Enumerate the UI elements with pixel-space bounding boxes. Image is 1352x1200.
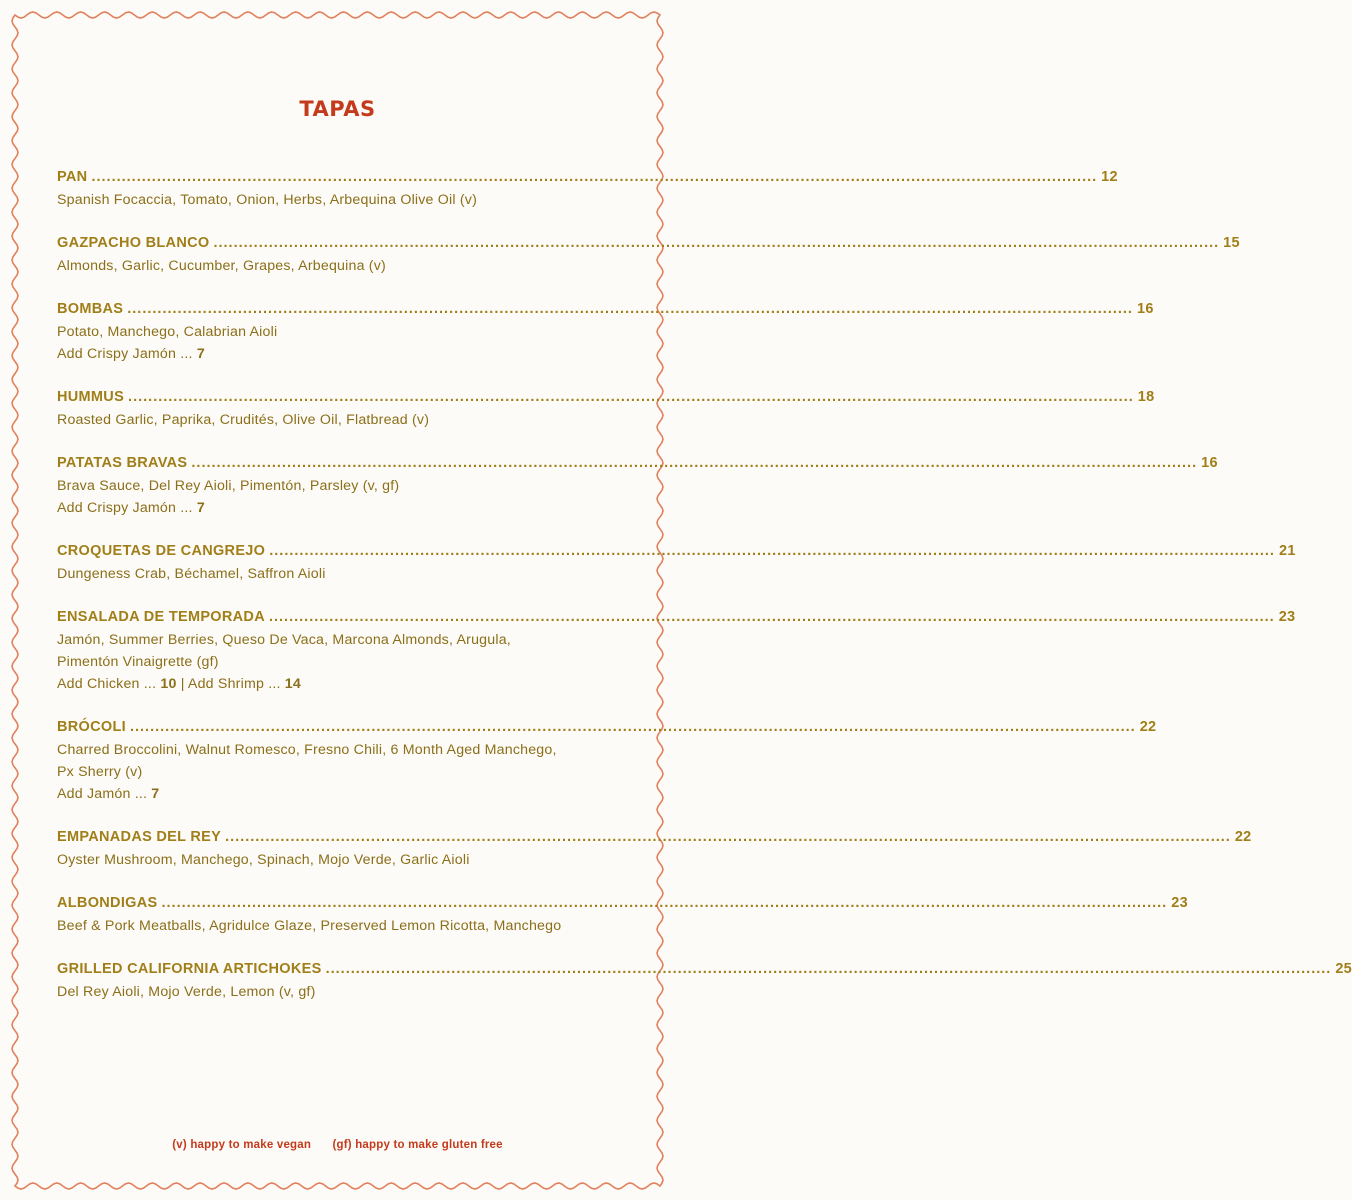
dot-leader: ........................................................................................................................................................................................................ (91, 169, 1098, 185)
item-price: 12 (1101, 169, 1118, 185)
addon-label: Add Chicken ... (57, 676, 161, 692)
item-name: ENSALADA DE TEMPORADA (57, 609, 265, 625)
menu-item (57, 827, 1252, 871)
item-name: GAZPACHO BLANCO (57, 235, 210, 251)
item-price: 16 (1201, 455, 1218, 471)
item-description: Beef & Pork Meatballs, Agridulce Glaze, Preserved Lemon Ricotta, Manchego (57, 918, 562, 934)
menu-item (57, 607, 1296, 695)
menu-item (57, 387, 1155, 431)
menu-item (57, 299, 1154, 365)
item-description: Dungeness Crab, Béchamel, Saffron Aioli (57, 566, 326, 582)
item-description: Almonds, Garlic, Cucumber, Grapes, Arbequina (v) (57, 258, 386, 274)
item-description: Brava Sauce, Del Rey Aioli, Pimentón, Parsley (v, gf) (57, 478, 400, 494)
menu-list (57, 167, 1352, 1025)
addon-price: 7 (196, 500, 205, 516)
item-name: ALBONDIGAS (57, 895, 158, 911)
addon-label: Add Crispy Jamón ... (57, 500, 197, 516)
gluten-free-note: (gf) happy to make gluten free (332, 1139, 503, 1151)
item-name: PAN (57, 169, 88, 185)
addon-price: 7 (196, 346, 205, 362)
item-price: 22 (1234, 829, 1252, 845)
item-name: CROQUETAS DE CANGREJO (57, 543, 266, 559)
item-addon (57, 497, 619, 519)
item-heading (57, 959, 1352, 979)
item-heading (57, 233, 1240, 253)
menu-item (57, 717, 1157, 805)
item-description: Oyster Mushroom, Manchego, Spinach, Mojo Verde, Garlic Aioli (57, 852, 470, 868)
item-heading (57, 541, 1296, 561)
item-description: Del Rey Aioli, Mojo Verde, Lemon (v, gf) (57, 984, 316, 1000)
dot-leader: ........................................................................................................................................................................................................ (129, 719, 1136, 735)
item-description: Jamón, Summer Berries, Queso De Vaca, Marcona Almonds, Arugula, (57, 632, 511, 648)
addon-price: 7 (151, 786, 160, 802)
dot-leader: ........................................................................................................................................................................................................ (225, 829, 1231, 845)
item-description: Potato, Manchego, Calabrian Aioli (57, 324, 278, 340)
item-heading (57, 387, 1155, 407)
addon-price: 14 (284, 676, 301, 692)
item-heading (57, 717, 1157, 737)
item-description: Pimentón Vinaigrette (gf) (57, 654, 219, 670)
menu-item (57, 453, 1218, 519)
addon-price: 10 (160, 676, 177, 692)
item-price: 15 (1223, 235, 1240, 251)
menu-title: TAPAS (299, 97, 376, 121)
menu-item (57, 233, 1240, 277)
addon-label: | Add Shrimp ... (176, 676, 285, 692)
item-name: BRÓCOLI (57, 719, 126, 735)
item-price: 23 (1278, 609, 1296, 625)
menu-item (57, 167, 1118, 211)
item-addon (57, 783, 619, 805)
vegan-note: (v) happy to make vegan (172, 1139, 312, 1151)
addon-label: Add Jamón ... (57, 786, 152, 802)
dot-leader: ........................................................................................................................................................................................................ (269, 543, 1275, 559)
item-heading (57, 827, 1252, 847)
item-name: GRILLED CALIFORNIA ARTICHOKES (57, 961, 322, 977)
item-description: Roasted Garlic, Paprika, Crudités, Olive Oil, Flatbread (v) (57, 412, 430, 428)
item-heading (57, 167, 1118, 187)
item-heading (57, 299, 1154, 319)
dot-leader: ........................................................................................................................................................................................................ (213, 235, 1220, 251)
dot-leader: ........................................................................................................................................................................................................ (128, 389, 1134, 405)
dot-leader: ........................................................................................................................................................................................................ (268, 609, 1275, 625)
item-name: BOMBAS (57, 301, 124, 317)
item-addon (57, 673, 619, 695)
menu-item (57, 893, 1188, 937)
item-price: 23 (1171, 895, 1188, 911)
dot-leader: ........................................................................................................................................................................................................ (161, 895, 1168, 911)
item-name: PATATAS BRAVAS (57, 455, 188, 471)
item-description: Px Sherry (v) (57, 764, 143, 780)
item-addon (57, 343, 619, 365)
dot-leader: ........................................................................................................................................................................................................ (325, 961, 1332, 977)
item-name: EMPANADAS DEL REY (57, 829, 222, 845)
item-price: 18 (1137, 389, 1155, 405)
item-heading (57, 893, 1188, 913)
item-description: Spanish Focaccia, Tomato, Onion, Herbs, Arbequina Olive Oil (v) (57, 192, 478, 208)
item-price: 22 (1139, 719, 1157, 735)
item-price: 25 (1335, 961, 1352, 977)
item-price: 16 (1136, 301, 1154, 317)
item-description: Charred Broccolini, Walnut Romesco, Fresno Chili, 6 Month Aged Manchego, (57, 742, 557, 758)
menu-item (57, 541, 1296, 585)
addon-label: Add Crispy Jamón ... (57, 346, 197, 362)
dot-leader: ........................................................................................................................................................................................................ (191, 455, 1198, 471)
item-heading (57, 453, 1218, 473)
dot-leader: ........................................................................................................................................................................................................ (127, 301, 1133, 317)
item-name: HUMMUS (57, 389, 125, 405)
item-heading (57, 607, 1296, 627)
item-price: 21 (1278, 543, 1296, 559)
dietary-legend (0, 1139, 675, 1151)
menu-item (57, 959, 1352, 1003)
